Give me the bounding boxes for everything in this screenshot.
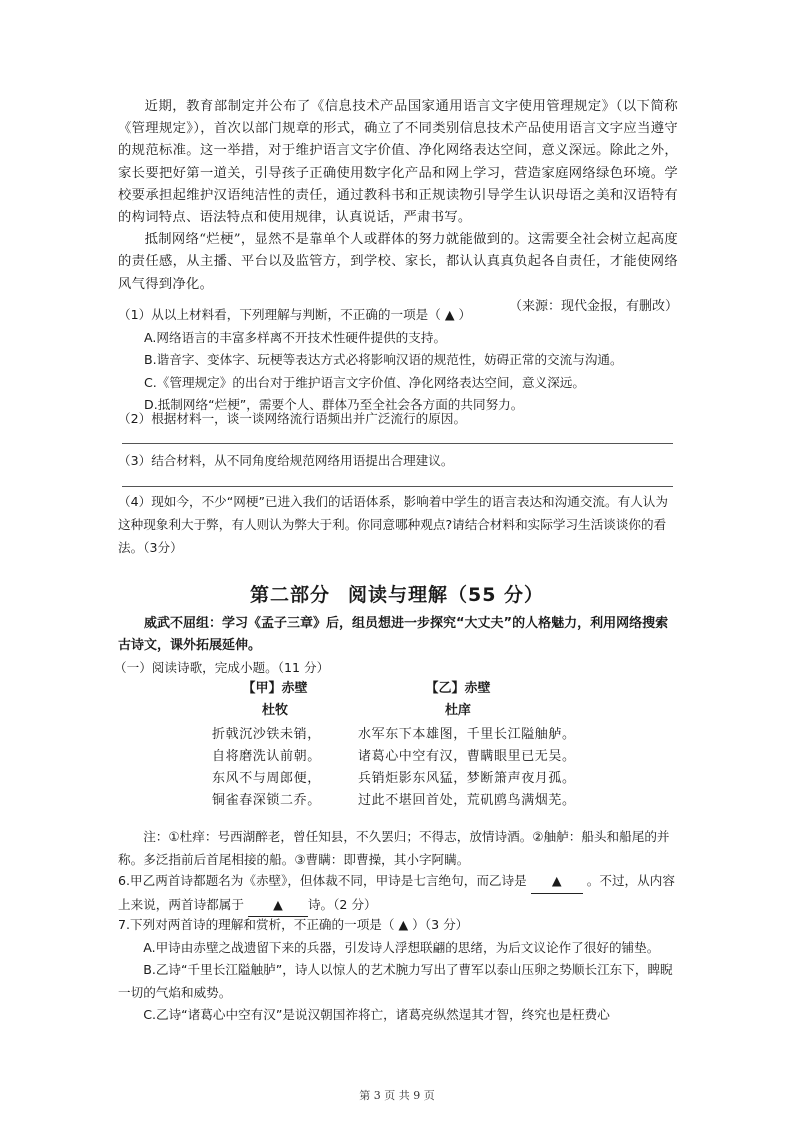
question-7 xyxy=(118,914,678,1027)
question-6-stem xyxy=(118,870,678,917)
poem-notes-text: 注：①杜痒：号西湖醉老，曾任知县，不久罢归；不得志，放情诗酒。②舳舻：船头和船尾的并称。多泛指前后首尾相接的船。③曹瞒：即曹操，其小字阿瞒。 xyxy=(118,829,670,867)
answer-line-q3 xyxy=(122,486,673,487)
question-7-option-a: A.甲诗由赤壁之战遗留下来的兵器，引发诗人浮想联翩的思绪，为后文议论作了很好的铺垫。 xyxy=(143,939,660,955)
question-6 xyxy=(118,870,678,917)
poem-b-author: 杜庠 xyxy=(444,703,471,718)
poem-notes xyxy=(118,826,678,871)
group-lead xyxy=(114,613,678,680)
poem-a-author: 杜牧 xyxy=(261,703,288,718)
poem-b-line: 诸葛心中空有汉，曹瞒眼里已无吴。 xyxy=(358,749,576,764)
passage-paragraph-2: 抵制网络“烂梗”，显然不是靠单个人或群体的努力就能做到的。这需要全社会树立起高度的责任感，从主播、平台以及监管方，到学校、家长，都认认真真负起各自责任，才能使网络风气得到净化。 xyxy=(118,232,678,292)
question-4-stem: （4）现如今，不少“网梗”已进入我们的话语体系，影响着中学生的语言表达和沟通交流。有人认为这种现象利大于弊，有人则认为弊大于利。你同意哪种观点?请结合材料和实际学习生活谈谈你的看法。（3分） xyxy=(118,494,668,555)
poem-a-line: 铜雀春深锁二乔。 xyxy=(212,793,321,808)
question-4 xyxy=(118,490,678,559)
question-6-blank-2: ▲ xyxy=(248,894,308,918)
question-1-option-c: C.《管理规定》的出台对于维护语言文字价值、净化网络表达空间，意义深远。 xyxy=(144,374,585,390)
section-title-score: 阅读与理解（55 分） xyxy=(347,584,545,606)
question-2-stem: （2）根据材料一，谈一谈网络流行语频出并广泛流行的原因。 xyxy=(118,411,467,426)
question-6-blank-1: ▲ xyxy=(531,870,583,894)
poem-b-line: 兵销炬影东风猛，梦断箫声夜月孤。 xyxy=(358,771,576,786)
question-6-part-2: 。不过，从内容上来说，两首诗都属于 xyxy=(118,873,675,912)
section-title xyxy=(0,580,794,607)
subsection-heading: （一）阅读诗歌，完成小题。（11 分） xyxy=(114,660,330,675)
poem-b xyxy=(358,678,618,812)
group-lead-text: 威武不屈组：学习《孟子三章》后，组员想进一步探究“大丈夫”的人格魅力，利用网络搜索古诗文，课外拓展延伸。 xyxy=(118,616,669,653)
question-1-stem: （1）从以上材料看，下列理解与判断，不正确的一项是（ ▲ ） xyxy=(118,307,472,322)
question-2 xyxy=(118,408,678,431)
question-1-option-a: A.网络语言的丰富多样离不开技术性硬件提供的支持。 xyxy=(144,329,447,345)
passage-source: （来源：现代金报，有删改） xyxy=(508,298,678,314)
question-1-option-b: B.谐音字、变体字、玩梗等表达方式必将影响汉语的规范性，妨碍正常的交流与沟通。 xyxy=(144,352,623,367)
question-7-option-b: B.乙诗“千里长江隘触胪”，诗人以惊人的艺术腕力写出了曹军以泰山压卵之势顺长江东下，睥睨一切的气焰和威势。 xyxy=(118,962,673,1000)
question-3-stem: （3）结合材料，从不同角度给规范网络用语提出合理建议。 xyxy=(118,453,454,468)
poem-a-line: 折戟沉沙铁未销， xyxy=(212,727,321,742)
question-3 xyxy=(118,450,678,473)
question-1-option-d: D.抵制网络“烂梗”，需要个人、群体乃至全社会各方面的共同努力。 xyxy=(144,397,524,412)
section-title-part: 第二部分 xyxy=(249,584,330,606)
answer-line-q2 xyxy=(122,443,673,444)
question-6-part-3: 诗。（2 分） xyxy=(307,896,377,912)
passage xyxy=(118,96,678,318)
question-6-part-1: 6.甲乙两首诗都题名为《赤壁》，但体裁不同，甲诗是七言绝句，而乙诗是 xyxy=(118,873,527,888)
poem-a xyxy=(200,678,350,812)
poem-a-title: 【甲】赤壁 xyxy=(242,681,308,696)
poem-b-line: 水军东下本雄图，千里长江隘舳舻。 xyxy=(358,727,576,742)
page-number: 第 3 页 共 9 页 xyxy=(359,1089,435,1102)
poem-b-title: 【乙】赤壁 xyxy=(425,681,491,696)
poem-a-line: 自将磨洗认前朝。 xyxy=(212,749,321,764)
question-7-stem: 7.下列对两首诗的理解和赏析，不正确的一项是（ ▲ ）（3 分） xyxy=(118,917,469,932)
passage-paragraph-1: 近期，教育部制定并公布了《信息技术产品国家通用语言文字使用管理规定》（以下简称《管理规定》），首次以部门规章的形式，确立了不同类别信息技术产品使用语言文字应当遵守的规范标准。这一举措，对于维护语言文字价值、净化网络表达空间，意义深远。除此之外，家长要把好第一道关，引导孩子正确使用数字化产品和网上学习，营造家庭网络绿色环境。学校要承担起维护汉语纯洁性的责任，通过教科书和正规读物引导学生认识母语之美和汉语特有的构词特点、语法特点和使用规律，认真说话，严肃书写。 xyxy=(118,99,678,226)
question-7-option-c: C.乙诗“诸葛心中空有汉”是说汉朝国祚将亡，诸葛亮纵然逞其才智，终究也是枉费心 xyxy=(143,1007,610,1022)
question-1 xyxy=(118,304,678,417)
poem-b-line: 过此不堪回首处，荒矶鸥鸟满烟芜。 xyxy=(358,793,576,808)
poem-a-line: 东风不与周郎便， xyxy=(212,771,321,786)
